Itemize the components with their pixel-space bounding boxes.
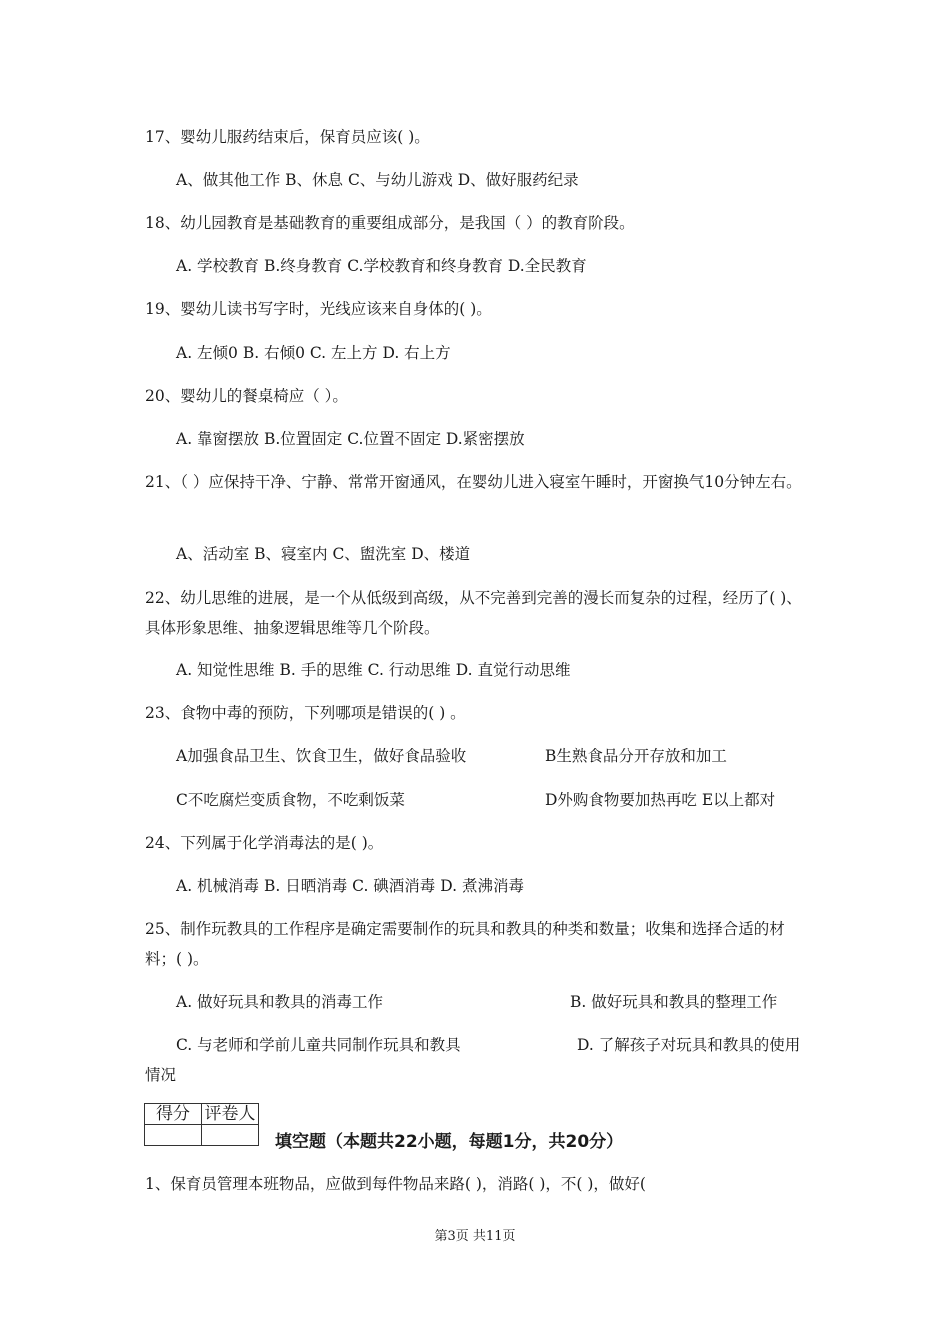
question-option-d: D. 了解孩子对玩具和教具的使用情况 — [145, 1036, 801, 1084]
question-options: A、活动室 B、寝室内 C、盥洗室 D、楼道 — [176, 545, 471, 563]
score-label: 得分 — [145, 1104, 202, 1125]
question-stem: 22、幼儿思维的进展，是一个从低级到高级，从不完善到完善的漫长而复杂的过程，经历了( )、具体形象思维、抽象逻辑思维等几个阶段。 — [145, 589, 802, 637]
question-option-b: B. 做好玩具和教具的整理工作 — [570, 993, 778, 1011]
question-option-c: C. 与老师和学前儿童共同制作玩具和教具 — [176, 1036, 461, 1054]
grader-cell[interactable] — [202, 1125, 259, 1146]
question-options: A. 学校教育 B.终身教育 C.学校教育和终身教育 D.全民教育 — [176, 257, 587, 275]
question-stem: 25、制作玩教具的工作程序是确定需要制作的玩具和教具的种类和数量；收集和选择合适的材料；( )。 — [145, 920, 785, 968]
question-stem: 21、（ ）应保持干净、宁静、常常开窗通风，在婴幼儿进入寝室午睡时，开窗换气10分钟左右。 — [145, 473, 802, 491]
question-option-b: B生熟食品分开存放和加工 — [545, 747, 727, 765]
question-option-d: D外购食物要加热再吃 E以上都对 — [545, 791, 776, 809]
page-footer: 第3页 共11页 — [434, 1229, 516, 1244]
grader-label: 评卷人 — [202, 1104, 259, 1125]
question-stem: 18、幼儿园教育是基础教育的重要组成部分，是我国（ ）的教育阶段。 — [145, 214, 635, 232]
question-stem: 17、婴幼儿服药结束后，保育员应该( )。 — [145, 128, 430, 146]
question-options: A. 靠窗摆放 B.位置固定 C.位置不固定 D.紧密摆放 — [176, 430, 525, 448]
question-options: A. 左倾0 B. 右倾0 C. 左上方 D. 右上方 — [176, 344, 451, 362]
question-stem: 20、婴幼儿的餐桌椅应（ ）。 — [145, 387, 348, 405]
section-title: 填空题（本题共22小题，每题1分，共20分） — [275, 1132, 624, 1152]
question-stem: 19、婴幼儿读书写字时，光线应该来自身体的( )。 — [145, 300, 492, 318]
question-stem: 23、食物中毒的预防，下列哪项是错误的( ) 。 — [145, 704, 466, 722]
question-options: A. 机械消毒 B. 日晒消毒 C. 碘酒消毒 D. 煮沸消毒 — [176, 877, 524, 895]
score-cell[interactable] — [145, 1125, 202, 1146]
fill-question-1: 1、保育员管理本班物品，应做到每件物品来路( )，消路( )，不( )，做好( — [145, 1175, 646, 1193]
question-options: A、做其他工作 B、休息 C、与幼儿游戏 D、做好服药纪录 — [176, 171, 579, 189]
question-option-a: A. 做好玩具和教具的消毒工作 — [176, 993, 384, 1011]
question-options: A. 知觉性思维 B. 手的思维 C. 行动思维 D. 直觉行动思维 — [176, 661, 571, 679]
question-option-c: C不吃腐烂变质食物，不吃剩饭菜 — [176, 791, 405, 809]
question-stem: 24、下列属于化学消毒法的是( )。 — [145, 834, 384, 852]
question-option-a: A加强食品卫生、饮食卫生，做好食品验收 — [176, 747, 467, 765]
score-table — [144, 1103, 259, 1146]
